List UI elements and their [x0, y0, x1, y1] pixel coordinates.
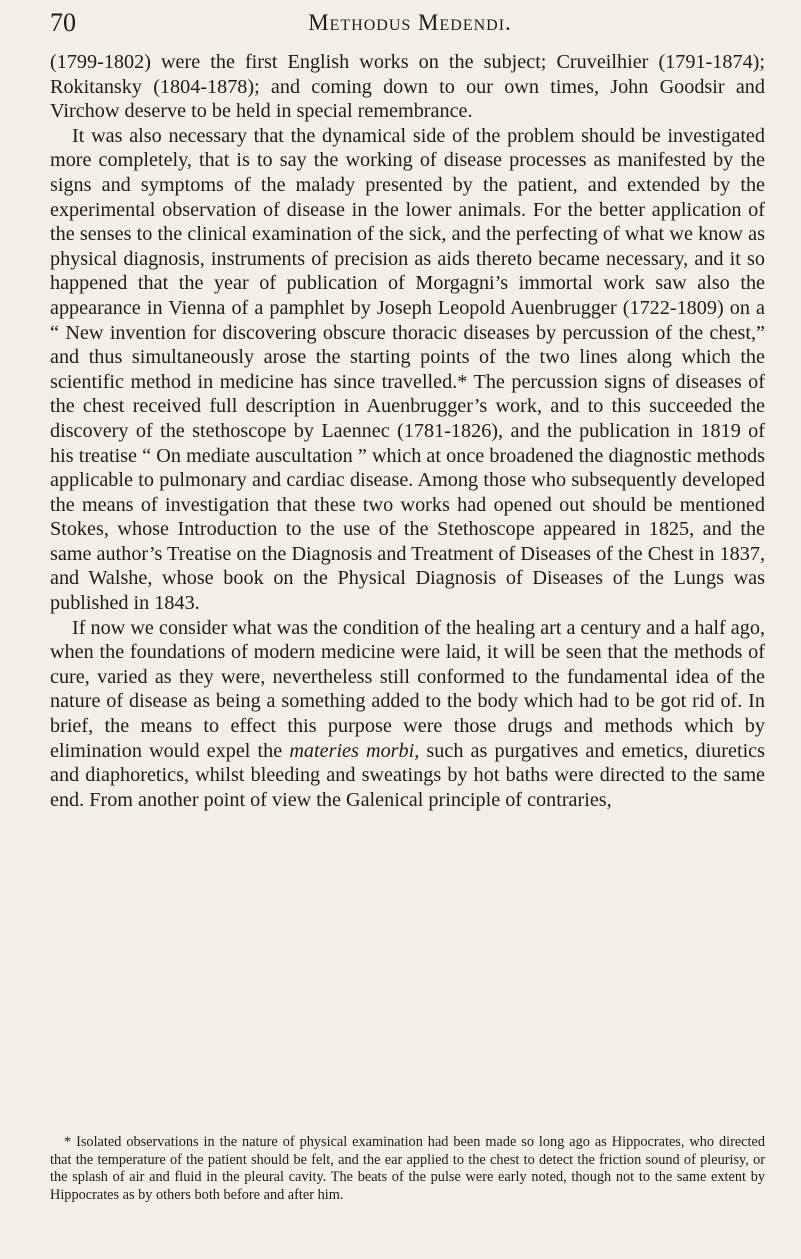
paragraph-text: such as purgatives and emetics, diuretics and diaphoretics, whilst bleeding and sweatings by hot baths were directed to the same end. From another point of view the Galenical principle of contraries,: [50, 739, 765, 811]
body-text: [50, 50, 765, 812]
running-title: Methodus Medendi.: [308, 10, 512, 35]
paragraph-healing-art: [50, 616, 765, 813]
page-number: 70: [50, 8, 76, 37]
paragraph: It was also necessary that the dynamical side of the problem should be investigated more completely, that is to say the working of disease processes as manifested by the signs and symptoms of the malady presented by the patient, and extended by the experimental observation of disease in the lower animals. For the better application of the senses to the clinical examination of the sick, and the perfecting of what we know as physical diagnosis, instruments of precision as aids thereto became necessary, and it so happened that the year of publication of Morgagni’s immortal work saw also the appearance in Vienna of a pamphlet by Joseph Leopold Auenbrugger (1722-1809) on a “ New invention for discovering obscure thoracic diseases by percussion of the chest,” and thus simultaneously arose the starting points of the two lines along which the scientific method in medicine has since travelled.* The percussion signs of diseases of the chest received full description in Auenbrugger’s work, and to this succeeded the discovery of the stethoscope by Laennec (1781-1826), and the publication in 1819 of his treatise “ On mediate auscultation ” which at once broadened the diagnostic methods applicable to pulmonary and cardiac disease. Among those who subsequently developed the means of investigation that these two works had opened out should be mentioned Stokes, whose Introduction to the use of the Stethoscope appeared in 1825, and the same author’s Treatise on the Diagnosis and Treatment of Diseases of the Chest in 1837, and Walshe, whose book on the Physical Diagnosis of Diseases of the Lungs was published in 1843.: [50, 124, 765, 615]
footnote: [50, 1134, 765, 1204]
page-header: [40, 6, 780, 46]
footnote-text: * Isolated observations in the nature of physical examination had been made so long ago as Hippocrates, who directed that the temperature of the patient should be felt, and the ear applied to the chest to detect the friction sound of pleurisy, or the splash of air and fluid in the pleural cavity. The beats of the pulse were early noted, though not to the same extent by Hippocrates as by others both before and after him.: [50, 1134, 765, 1203]
italic-term: materies morbi,: [289, 739, 420, 762]
footnote-divider: [50, 1124, 765, 1125]
paragraph-text: If now we consider what was the condition of the healing art a century and a half ago, when the foundations of modern medicine were laid, it will be seen that the methods of cure, varied as they were, nevertheless still conformed to the fundamental idea of the nature of disease as being a something added to the body which had to be got rid of. In brief, the means to effect this purpose were those drugs and methods which by elimination would expel the: [50, 616, 765, 762]
paragraph-continued: (1799-1802) were the first English works on the subject; Cruveilhier (1791-1874); Rokitansky (1804-1878); and coming down to our own times, John Goodsir and Virchow deserve to be held in special remembrance.: [50, 51, 765, 123]
